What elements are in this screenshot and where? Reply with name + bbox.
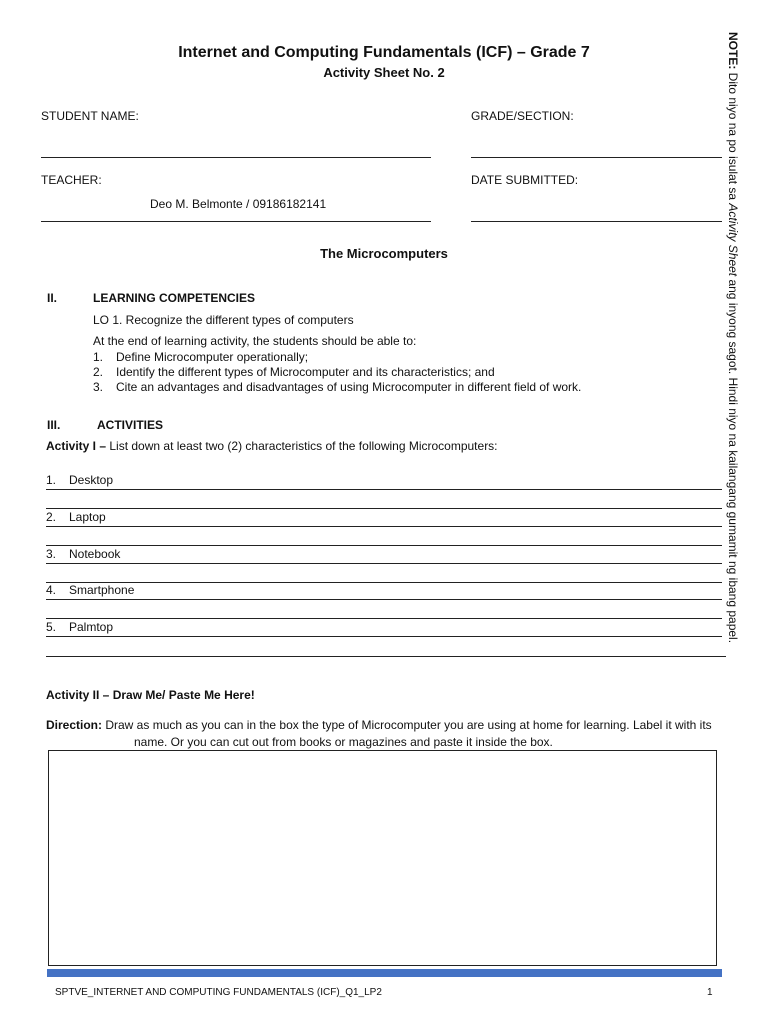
answer-line[interactable] — [46, 618, 722, 619]
list-item-num: 5. — [46, 620, 57, 634]
side-note-label: NOTE: — [726, 32, 740, 70]
activity1-instruction — [46, 439, 498, 453]
document-title: Internet and Computing Fundamentals (ICF) – Grade 7 — [178, 44, 590, 61]
answer-line[interactable] — [46, 545, 722, 546]
direction-text-2: name. Or you can cut out from books or magazines and paste it inside the box. — [134, 735, 553, 749]
list-item-label: Desktop — [69, 473, 114, 487]
side-note-text-2: ang inyong sagot. Hindi niyo na kailangang gumamit ng ibang papel. — [726, 276, 740, 644]
list-item-num: 1. — [46, 473, 57, 487]
teacher-line — [41, 221, 431, 222]
answer-line[interactable] — [46, 489, 722, 490]
learning-objective-lo1: LO 1. Recognize the different types of computers — [93, 313, 354, 327]
student-name-label: STUDENT NAME: — [41, 109, 139, 123]
section-number-iii: III. — [47, 418, 61, 432]
side-note-text-1: Dito niyo na po isulat sa — [726, 69, 740, 204]
section-number-ii: II. — [47, 291, 58, 305]
objective-num: 1. — [93, 350, 104, 364]
objective-num: 3. — [93, 380, 104, 394]
learning-competencies-heading: LEARNING COMPETENCIES — [93, 291, 256, 305]
grade-section-label: GRADE/SECTION: — [471, 109, 574, 123]
side-note-italic: Activity Sheet — [726, 203, 740, 277]
activities-heading: ACTIVITIES — [97, 418, 164, 432]
direction-label: Direction: — [46, 718, 103, 732]
list-item-label: Smartphone — [69, 583, 135, 597]
footer-bar — [47, 969, 722, 977]
learning-intro: At the end of learning activity, the students should be able to: — [93, 334, 417, 348]
direction-text-1: Draw as much as you can in the box the type of Microcomputer you are using at home for learning. Label it with its — [102, 718, 712, 732]
list-item-label: Palmtop — [69, 620, 114, 634]
direction-line-1 — [46, 718, 712, 732]
topic-title: The Microcomputers — [320, 246, 448, 261]
activity2-title: Activity II – Draw Me/ Paste Me Here! — [46, 688, 255, 702]
student-name-line[interactable] — [41, 157, 431, 158]
activity1-title: Activity I – — [46, 439, 107, 453]
date-submitted-line[interactable] — [471, 221, 722, 222]
teacher-value: Deo M. Belmonte / 09186182141 — [150, 197, 327, 211]
date-submitted-label: DATE SUBMITTED: — [471, 173, 579, 187]
objective-text: Identify the different types of Microcomputer and its characteristics; and — [116, 365, 495, 379]
answer-line[interactable] — [46, 508, 722, 509]
grade-section-line[interactable] — [471, 157, 722, 158]
list-item-label: Notebook — [69, 547, 121, 561]
list-item-num: 4. — [46, 583, 57, 597]
answer-line[interactable] — [46, 656, 726, 657]
objective-num: 2. — [93, 365, 104, 379]
list-item-num: 2. — [46, 510, 57, 524]
objective-text: Define Microcomputer operationally; — [116, 350, 309, 364]
side-note — [726, 32, 740, 644]
list-item-label: Laptop — [69, 510, 106, 524]
answer-line[interactable] — [46, 636, 722, 637]
objective-text: Cite an advantages and disadvantages of using Microcomputer in different field of work. — [116, 380, 582, 394]
answer-line[interactable] — [46, 526, 722, 527]
list-item-num: 3. — [46, 547, 57, 561]
teacher-label: TEACHER: — [41, 173, 102, 187]
activity1-text: List down at least two (2) characteristics of the following Microcomputers: — [106, 439, 498, 453]
drawing-box[interactable] — [48, 750, 717, 966]
footer-course-code: SPTVE_INTERNET AND COMPUTING FUNDAMENTALS (ICF)_Q1_LP2 — [55, 987, 382, 998]
document-subtitle: Activity Sheet No. 2 — [323, 65, 445, 80]
answer-line[interactable] — [46, 563, 722, 564]
answer-line[interactable] — [46, 582, 722, 583]
page-number: 1 — [707, 987, 713, 998]
answer-line[interactable] — [46, 599, 722, 600]
